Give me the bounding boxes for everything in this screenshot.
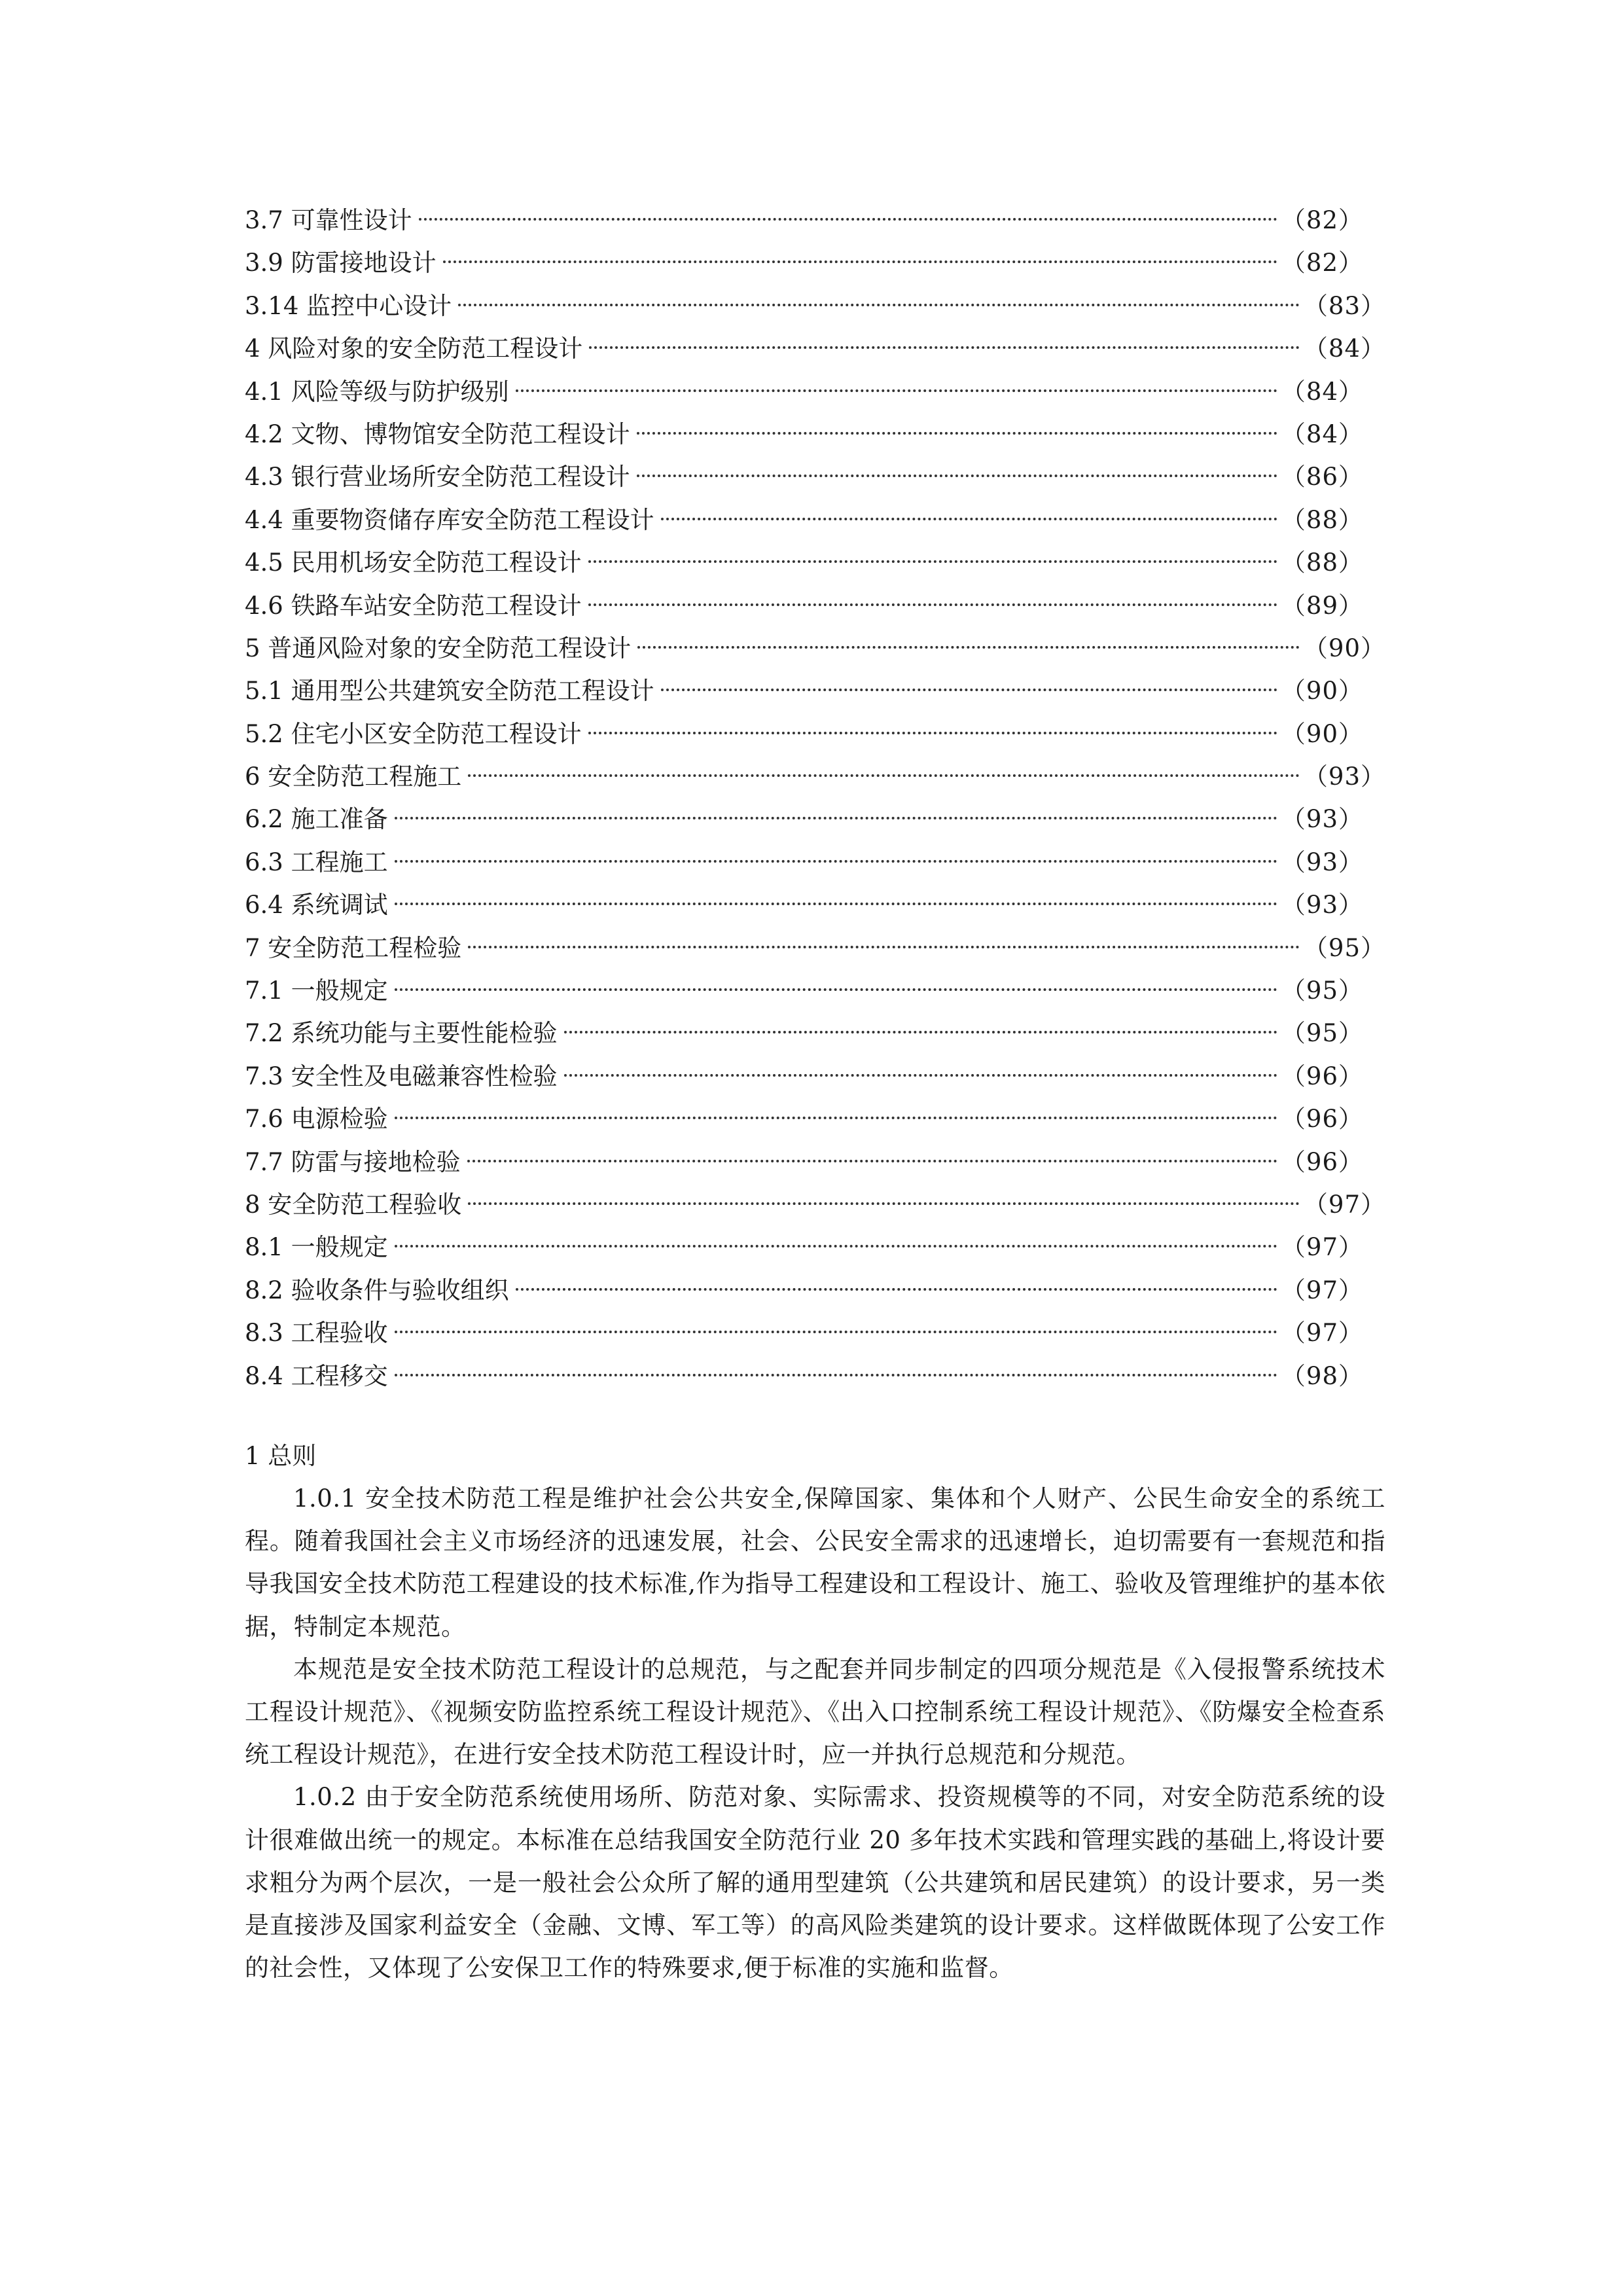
paragraph: 1.0.1 安全技术防范工程是维护社会公共安全,保障国家、集体和个人财产、公民生命安全的系统工程。随着我国社会主义市场经济的迅速发展，社会、公民安全需求的迅速增长，迫切需要有一套规范和指导我国安全技术防范工程建设的技术标准,作为指导工程建设和工程设计、施工、验收及管理维护的基本依据，特制定本规范。 [245,1484,1385,1641]
section-heading: 1 总则 [245,1442,317,1470]
toc-leader-dots [467,1160,1277,1162]
toc-entry [245,413,1385,456]
toc-entry-title: 3.14 监控中心设计 [245,291,452,320]
toc-entry-title: 8 安全防范工程验收 [245,1190,462,1219]
toc-entry-page: （95） [1281,977,1363,1005]
toc-entry-title: 6.2 施工准备 [245,805,388,834]
toc-entry [245,798,1385,840]
toc-leader-dots [588,603,1277,606]
toc-entry [245,1183,1385,1226]
toc-entry [245,1355,1385,1397]
toc-leader-dots [395,1374,1277,1376]
paragraph: 1.0.2 由于安全防范系统使用场所、防范对象、实际需求、投资规模等的不同，对安全防范系统的设计很难做出统一的规定。本标准在总结我国安全防范行业 20 多年技术实践和管理实践的基础上,将设计要求粗分为两个层次，一是一般社会公众所了解的通用型建筑（公共建筑和居民建筑）的设计要求，另一类是直接涉及国家利益安全（金融、文博、军工等）的高风险类建筑的设计要求。这样做既体现了公安工作的社会性，又体现了公安保卫工作的特殊要求,便于标准的实施和监督。 [245,1783,1385,1982]
toc-entry-title: 4 风险对象的安全防范工程设计 [245,334,583,363]
toc-entry-title: 7 安全防范工程检验 [245,933,462,962]
toc-leader-dots [516,389,1277,392]
toc-entry-title: 6.4 系统调试 [245,891,388,920]
toc-entry-page: （89） [1281,591,1363,620]
toc-entry [245,1055,1385,1098]
toc-leader-dots [564,1074,1277,1077]
toc-entry-page: （96） [1281,1147,1363,1176]
toc-entry-title: 5.2 住宅小区安全防范工程设计 [245,719,582,748]
toc-leader-dots [637,646,1300,649]
toc-entry [245,755,1385,798]
table-of-contents [245,199,1385,1397]
toc-leader-dots [443,260,1277,263]
paragraph: 本规范是安全技术防范工程设计的总规范，与之配套并同步制定的四项分规范是《入侵报警系统技术工程设计规范》、《视频安防监控系统工程设计规范》、《出入口控制系统工程设计规范》、《防爆安全检查系统工程设计规范》，在进行安全技术防范工程设计时，应一并执行总规范和分规范。 [245,1655,1385,1769]
toc-entry-page: （84） [1281,377,1363,406]
toc-entry [245,713,1385,755]
toc-leader-dots [395,1331,1277,1333]
toc-entry-page: （97） [1281,1319,1363,1348]
toc-leader-dots [458,304,1300,306]
toc-entry [245,969,1385,1012]
toc-entry-page: （98） [1281,1361,1363,1390]
toc-entry-page: （97） [1303,1190,1385,1219]
toc-leader-dots [395,988,1277,991]
toc-leader-dots [395,860,1277,863]
toc-entry-title: 4.1 风险等级与防护级别 [245,377,509,406]
toc-entry [245,1141,1385,1183]
toc-leader-dots [588,560,1277,563]
toc-leader-dots [395,1245,1277,1247]
toc-leader-dots [564,1031,1277,1033]
toc-leader-dots [589,346,1300,349]
toc-entry [245,627,1385,670]
toc-leader-dots [661,518,1277,520]
toc-entry-page: （97） [1281,1233,1363,1262]
toc-entry-page: （93） [1303,762,1385,791]
toc-entry-page: （84） [1281,420,1363,448]
toc-entry-page: （96） [1281,1062,1363,1090]
toc-leader-dots [468,1202,1300,1205]
toc-entry [245,1312,1385,1354]
toc-entry [245,584,1385,627]
toc-entry-page: （86） [1281,463,1363,492]
toc-entry-title: 7.6 电源检验 [245,1105,388,1134]
toc-leader-dots [637,432,1277,435]
toc-entry-title: 5 普通风险对象的安全防范工程设计 [245,634,632,662]
toc-entry [245,884,1385,926]
toc-entry-title: 6.3 工程施工 [245,848,388,876]
toc-entry [245,1012,1385,1054]
toc-entry [245,456,1385,498]
toc-entry [245,242,1385,284]
toc-leader-dots [516,1288,1277,1291]
toc-entry-title: 4.6 铁路车站安全防范工程设计 [245,591,582,620]
toc-entry-title: 4.3 银行营业场所安全防范工程设计 [245,463,630,492]
toc-entry-page: （96） [1281,1105,1363,1134]
toc-entry-title: 7.3 安全性及电磁兼容性检验 [245,1062,558,1090]
toc-entry-page: （83） [1303,291,1385,320]
toc-entry [245,541,1385,584]
toc-entry [245,927,1385,969]
toc-leader-dots [661,689,1277,691]
toc-leader-dots [395,903,1277,905]
toc-leader-dots [468,946,1300,948]
toc-entry-title: 7.2 系统功能与主要性能检验 [245,1019,558,1048]
toc-leader-dots [588,732,1277,734]
toc-entry-title: 3.9 防雷接地设计 [245,249,437,278]
toc-entry-title: 8.1 一般规定 [245,1233,388,1262]
toc-leader-dots [637,475,1277,477]
toc-entry-page: （93） [1281,891,1363,920]
toc-entry-title: 6 安全防范工程施工 [245,762,462,791]
toc-entry-title: 5.1 通用型公共建筑安全防范工程设计 [245,677,654,706]
toc-entry [245,1226,1385,1268]
toc-entry-page: （93） [1281,805,1363,834]
toc-entry-page: （82） [1281,249,1363,278]
toc-entry [245,327,1385,370]
toc-entry-page: （90） [1281,677,1363,706]
toc-entry-page: （84） [1303,334,1385,363]
toc-leader-dots [395,817,1277,819]
toc-entry [245,370,1385,413]
toc-entry-page: （88） [1281,548,1363,577]
toc-entry-page: （90） [1281,719,1363,748]
section-general-provisions [245,1435,1385,1989]
toc-entry-title: 7.7 防雷与接地检验 [245,1147,461,1176]
toc-entry-page: （88） [1281,505,1363,534]
toc-entry-title: 8.3 工程验收 [245,1319,388,1348]
toc-entry-title: 7.1 一般规定 [245,977,388,1005]
toc-entry-page: （82） [1281,206,1363,234]
toc-leader-dots [419,218,1277,221]
toc-leader-dots [468,774,1300,777]
toc-entry [245,199,1385,242]
toc-entry-title: 3.7 可靠性设计 [245,206,412,234]
toc-entry-page: （95） [1281,1019,1363,1048]
toc-entry [245,285,1385,327]
toc-entry-page: （90） [1303,634,1385,662]
toc-entry-title: 8.4 工程移交 [245,1361,388,1390]
toc-entry [245,670,1385,712]
toc-entry-title: 4.4 重要物资储存库安全防范工程设计 [245,505,654,534]
toc-entry-title: 4.2 文物、博物馆安全防范工程设计 [245,420,630,448]
toc-entry [245,1098,1385,1140]
toc-entry [245,1269,1385,1312]
toc-entry [245,499,1385,541]
toc-entry-page: （97） [1281,1276,1363,1304]
toc-entry-page: （95） [1303,933,1385,962]
toc-entry [245,841,1385,884]
toc-leader-dots [395,1117,1277,1119]
toc-entry-title: 8.2 验收条件与验收组织 [245,1276,509,1304]
toc-entry-title: 4.5 民用机场安全防范工程设计 [245,548,582,577]
toc-entry-page: （93） [1281,848,1363,876]
